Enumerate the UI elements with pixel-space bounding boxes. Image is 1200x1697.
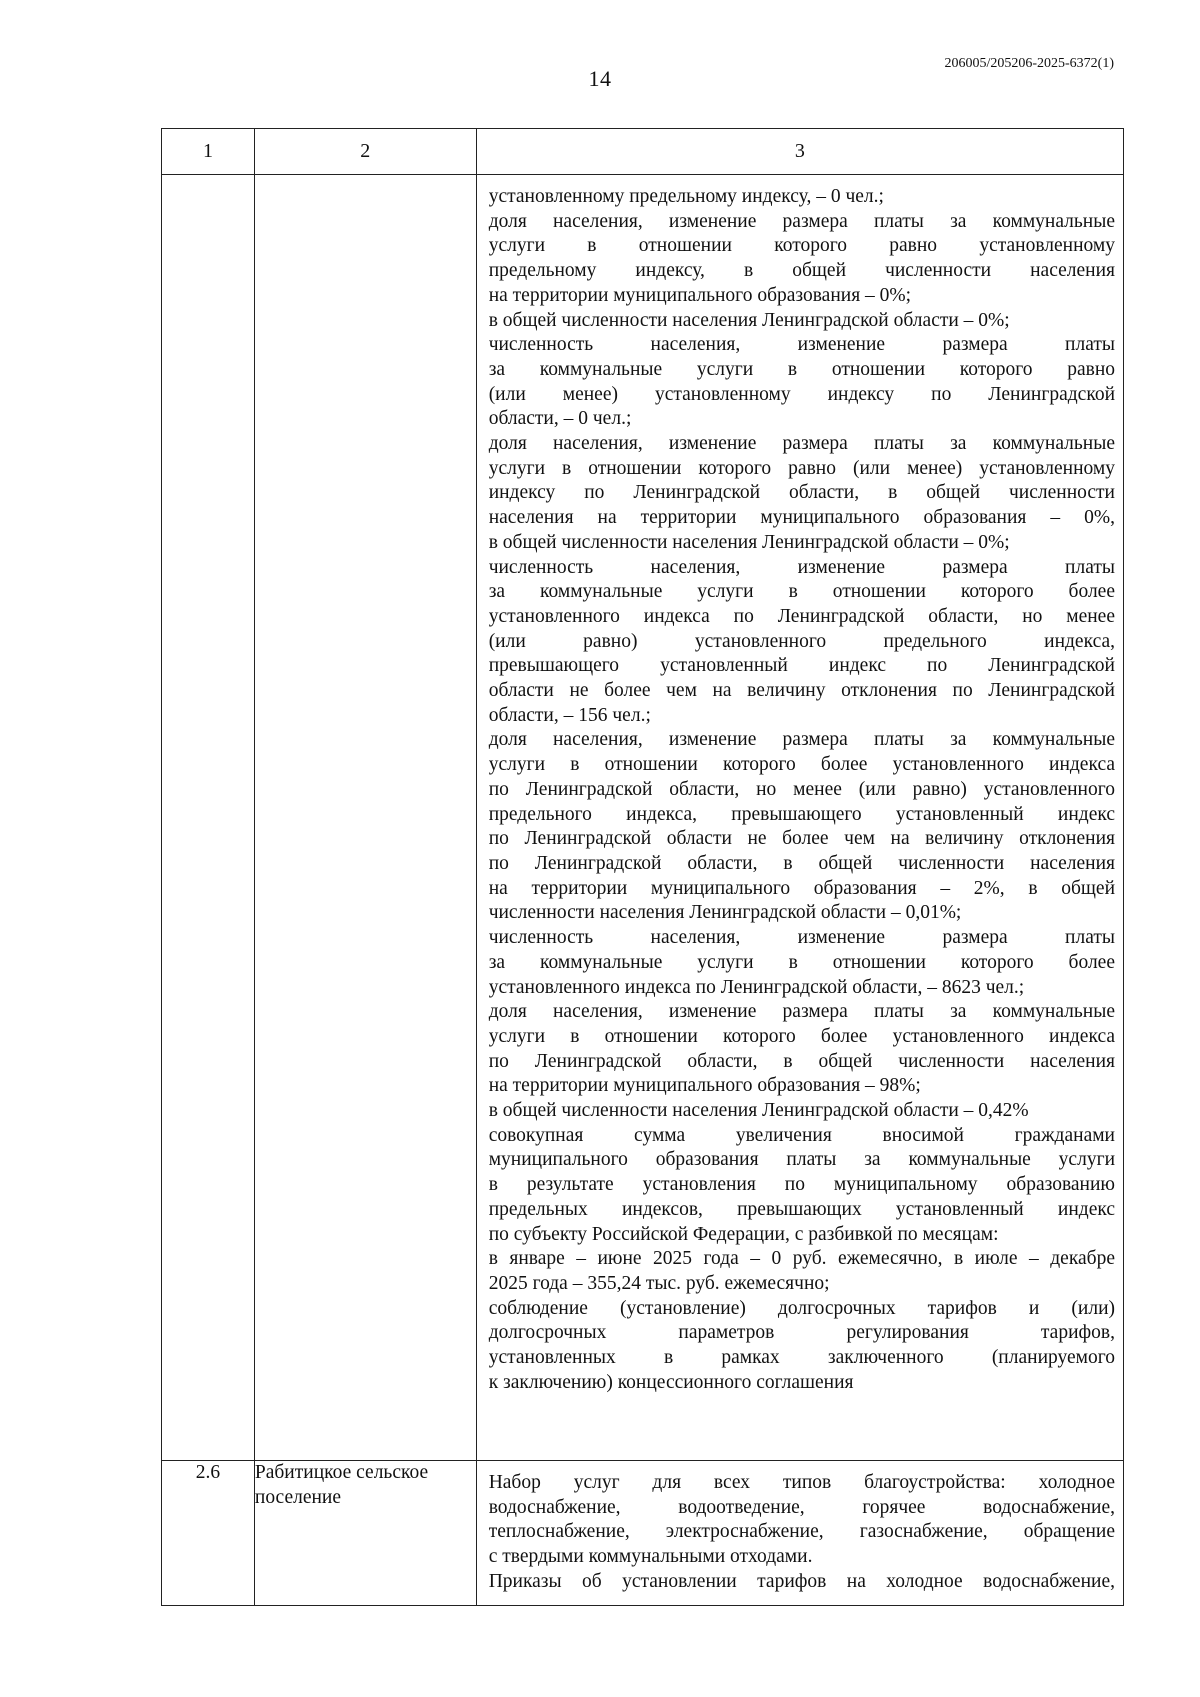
table-row xyxy=(162,175,1124,1461)
text-line: услуги в отношении которого более установленного индекса xyxy=(488,754,1115,776)
column-header-2: 2 xyxy=(254,129,476,175)
text-line: 2025 года – 355,24 тыс. руб. ежемесячно; xyxy=(488,1272,830,1294)
text-line: услуги в отношении которого равно установленному xyxy=(488,235,1115,257)
description-text xyxy=(477,1461,1123,1605)
text-line: услуги в отношении которого более установленного индекса xyxy=(488,1025,1115,1047)
text-line: в общей численности населения Ленинградской области – 0%; xyxy=(488,531,1010,553)
text-line: области, – 156 чел.; xyxy=(488,704,651,726)
text-line: населения на территории муниципального образования – 0%, xyxy=(488,507,1115,529)
text-line: доля населения, изменение размера платы за коммунальные xyxy=(488,433,1115,455)
text-line: на территории муниципального образования – 98%; xyxy=(488,1075,921,1097)
text-line: водоснабжение, водоотведение, горячее водоснабжение, xyxy=(488,1496,1115,1518)
text-line: численность населения, изменение размера платы xyxy=(488,556,1115,578)
text-line: в общей численности населения Ленинградской области – 0%; xyxy=(488,309,1010,331)
text-line: к заключению) концессионного соглашения xyxy=(488,1371,854,1393)
text-line: численности населения Ленинградской области – 0,01%; xyxy=(488,902,962,924)
column-header-1: 1 xyxy=(162,129,255,175)
text-line: в результате установления по муниципальному образованию xyxy=(488,1174,1115,1196)
description-cell xyxy=(476,1461,1123,1606)
text-line: Набор услуг для всех типов благоустройства: холодное xyxy=(488,1472,1115,1493)
text-line: за коммунальные услуги в отношении которого равно xyxy=(488,358,1115,380)
text-line: на территории муниципального образования – 2%, в общей xyxy=(488,877,1115,899)
text-line: муниципального образования платы за коммунальные услуги xyxy=(488,1149,1115,1171)
settlement-name-cell xyxy=(254,175,476,1461)
text-line: по Ленинградской области, в общей численности населения xyxy=(488,852,1115,874)
text-line: (или менее) установленному индексу по Ленинградской xyxy=(488,383,1115,405)
text-line: по Ленинградской области, но менее (или равно) установленного xyxy=(488,778,1115,800)
settlement-name-cell: Рабитицкое сельское поселение xyxy=(254,1461,476,1606)
text-line: превышающего установленный индекс по Ленинградской xyxy=(488,655,1115,677)
text-line: предельных индексов, превышающих установленный индекс xyxy=(488,1198,1115,1220)
document-id: 206005/205206-2025-6372(1) xyxy=(944,56,1114,71)
text-line: за коммунальные услуги в отношении которого более xyxy=(488,951,1115,973)
text-line: установленного индекса по Ленинградской области, но менее xyxy=(488,605,1115,627)
text-line: (или равно) установленного предельного индекса, xyxy=(488,630,1115,652)
column-header-3: 3 xyxy=(476,129,1123,175)
text-line: предельному индексу, в общей численности населения xyxy=(488,260,1115,282)
text-line: установленному предельному индексу, – 0 чел.; xyxy=(488,186,884,207)
text-line: соблюдение (установление) долгосрочных тарифов и (или) xyxy=(488,1297,1115,1319)
text-line: совокупная сумма увеличения вносимой гражданами xyxy=(488,1124,1115,1146)
table-row xyxy=(162,1461,1124,1606)
text-line: по Ленинградской области не более чем на величину отклонения xyxy=(488,828,1115,850)
table-header-row xyxy=(162,129,1124,175)
text-line: индексу по Ленинградской области, в общей численности xyxy=(488,482,1115,504)
text-line: на территории муниципального образования – 0%; xyxy=(488,284,912,306)
text-line: области, – 0 чел.; xyxy=(488,408,632,430)
text-line: численность населения, изменение размера платы xyxy=(488,334,1115,356)
text-line: по Ленинградской области, в общей численности населения xyxy=(488,1050,1115,1072)
main-table xyxy=(161,128,1124,1606)
text-line: установленных в рамках заключенного (планируемого xyxy=(488,1347,1115,1369)
page-number: 14 xyxy=(588,66,612,91)
text-line: в январе – июне 2025 года – 0 руб. ежемесячно, в июле – декабре xyxy=(488,1248,1115,1270)
text-line: доля населения, изменение размера платы за коммунальные xyxy=(488,210,1115,232)
description-text xyxy=(477,175,1123,1405)
text-line: долгосрочных параметров регулирования тарифов, xyxy=(488,1322,1115,1344)
text-line: Приказы об установлении тарифов на холодное водоснабжение, xyxy=(488,1570,1115,1592)
text-line: в общей численности населения Ленинградской области – 0,42% xyxy=(488,1100,1029,1122)
text-line: предельного индекса, превышающего установленный индекс xyxy=(488,803,1115,825)
text-line: доля населения, изменение размера платы за коммунальные xyxy=(488,1001,1115,1023)
text-line: теплоснабжение, электроснабжение, газоснабжение, обращение xyxy=(488,1521,1115,1543)
text-line: установленного индекса по Ленинградской области, – 8623 чел.; xyxy=(488,976,1025,998)
description-cell xyxy=(476,175,1123,1461)
text-line: доля населения, изменение размера платы за коммунальные xyxy=(488,729,1115,751)
text-line: численность населения, изменение размера платы xyxy=(488,927,1115,949)
text-line: услуги в отношении которого равно (или менее) установленному xyxy=(488,457,1115,479)
row-number-cell xyxy=(162,175,255,1461)
text-line: по субъекту Российской Федерации, с разбивкой по месяцам: xyxy=(488,1223,999,1245)
text-line: с твердыми коммунальными отходами. xyxy=(488,1546,813,1568)
text-line: области не более чем на величину отклонения по Ленинградской xyxy=(488,680,1115,702)
row-number-cell: 2.6 xyxy=(162,1461,255,1606)
text-line: за коммунальные услуги в отношении которого более xyxy=(488,581,1115,603)
